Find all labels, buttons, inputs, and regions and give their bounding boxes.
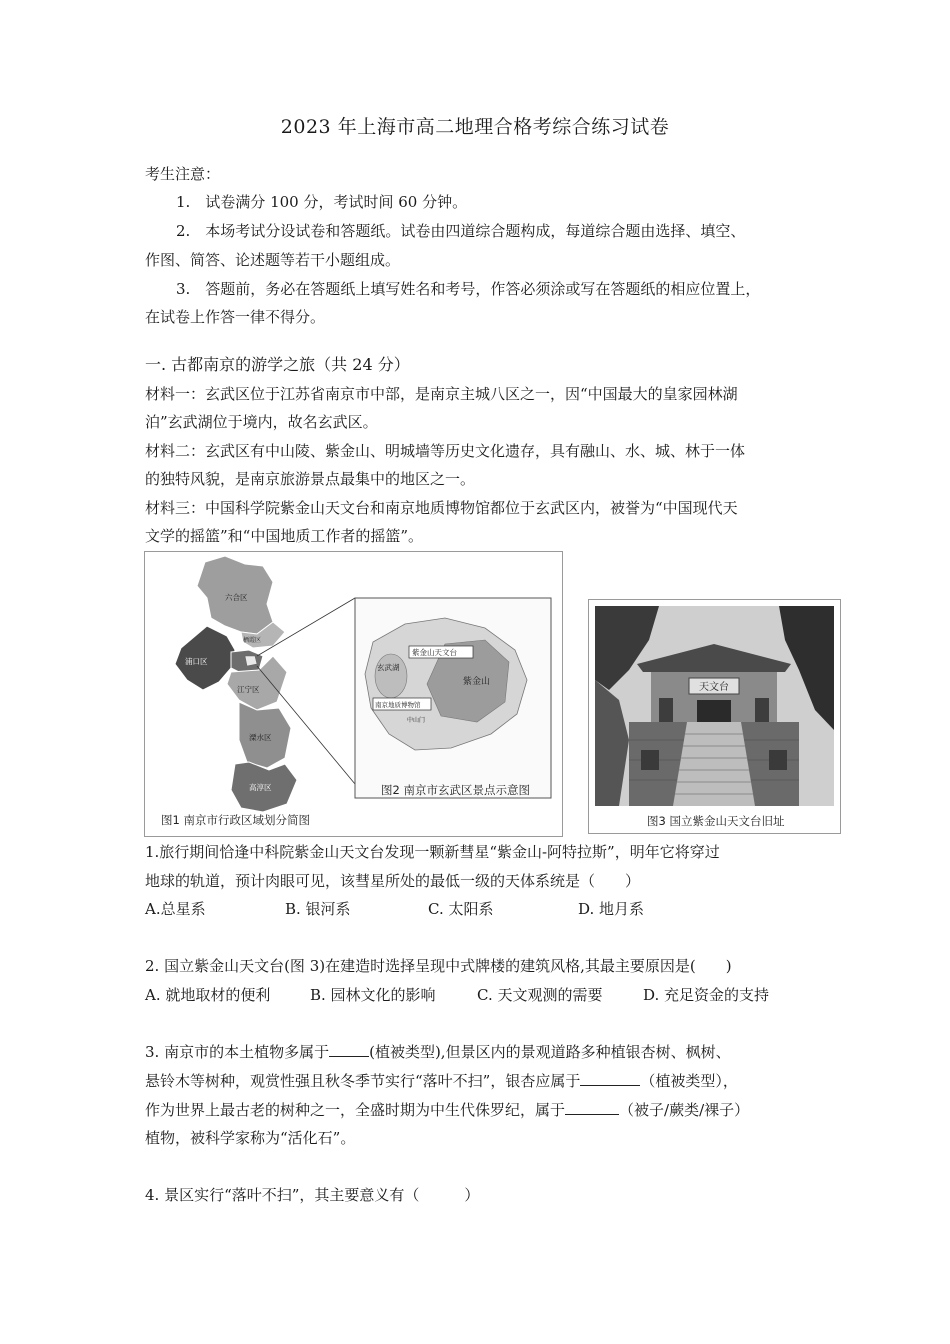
q3-text-5: 作为世界上最古老的树种之一，全盛时期为中生代侏罗纪，属于	[145, 1101, 566, 1119]
label-xuanwuhu: 玄武湖	[377, 663, 400, 672]
question-3-line-1	[145, 1042, 731, 1062]
xuanwu-district	[245, 656, 257, 666]
fig2-caption: 图2 南京市玄武区景点示意图	[381, 783, 530, 797]
label-jiangning: 江宁区	[237, 685, 260, 694]
label-qixia: 栖霞区	[243, 637, 262, 644]
label-zijinshan: 紫金山	[463, 677, 491, 687]
q3-text-6: （被子/蕨类/裸子）	[619, 1101, 750, 1119]
q2-option-d[interactable]: D. 充足资金的支持	[643, 986, 770, 1004]
question-1-text-cont: 地球的轨道，预计肉眼可见，该彗星所处的最低一级的天体系统是（ ）	[145, 872, 641, 890]
notice-item-1: 1. 试卷满分 100 分，考试时间 60 分钟。	[176, 193, 468, 211]
q3-blank-2[interactable]	[580, 1071, 640, 1086]
question-3-line-2	[145, 1071, 738, 1091]
q1-option-c[interactable]: C. 太阳系	[428, 900, 494, 918]
fig3-caption: 图3 国立紫金山天文台旧址	[647, 814, 785, 828]
gate-plaque-text: 天文台	[699, 682, 729, 693]
q2-option-b[interactable]: B. 园林文化的影响	[310, 986, 436, 1004]
map-figure	[144, 551, 563, 837]
notice-item-2: 2. 本场考试分设试卷和答题纸。试卷由四道综合题构成，每道综合题由选择、填空、	[176, 222, 746, 240]
material-3-cont: 文学的摇篮”和“中国地质工作者的摇篮”。	[145, 527, 424, 545]
question-3-line-4: 植物，被科学家称为“活化石”。	[145, 1129, 356, 1147]
label-museum: 南京地质博物馆	[375, 701, 421, 709]
q3-text-2: (植被类型),但景区内的景观道路多种植银杏树、枫树、	[369, 1043, 731, 1061]
label-lishui: 溧水区	[249, 733, 272, 742]
observatory-photo	[589, 600, 840, 833]
notice-heading: 考生注意：	[145, 165, 221, 183]
q2-option-a[interactable]: A. 就地取材的便利	[145, 986, 271, 1004]
material-2: 材料二：玄武区有中山陵、紫金山、明城墙等历史文化遗存，具有融山、水、城、林于一体	[145, 442, 746, 460]
fig1-caption: 图1 南京市行政区域划分简图	[161, 813, 310, 827]
q2-option-c[interactable]: C. 天文观测的需要	[477, 986, 603, 1004]
material-2-cont: 的独特风貌，是南京旅游景点最集中的地区之一。	[145, 470, 476, 488]
question-1-text: 1.旅行期间恰逢中科院紫金山天文台发现一颗新彗星“紫金山-阿特拉斯”，明年它将穿过	[145, 843, 720, 861]
question-3-line-3	[145, 1100, 749, 1120]
material-1-cont: 泊”玄武湖位于境内，故名玄武区。	[145, 413, 378, 431]
notice-item-3: 3. 答题前，务必在答题纸上填写姓名和考号，作答必须涂或写在答题纸的相应位置上，	[176, 280, 761, 298]
question-2-text: 2. 国立紫金山天文台(图 3)在建造时选择呈现中式牌楼的建筑风格,其最主要原因是( )	[145, 957, 732, 975]
label-observatory: 紫金山天文台	[412, 648, 457, 657]
label-zhongshanmen: 中山门	[407, 717, 426, 724]
q1-option-a[interactable]: A.总星系	[145, 900, 206, 918]
question-4-text: 4. 景区实行“落叶不扫”，其主要意义有（ ）	[145, 1186, 480, 1204]
page-title: 2023 年上海市高二地理合格考综合练习试卷	[280, 116, 670, 138]
q3-blank-1[interactable]	[329, 1042, 369, 1057]
notice-item-2-cont: 作图、简答、论述题等若干小题组成。	[145, 251, 401, 269]
section-heading: 一. 古都南京的游学之旅（共 24 分）	[145, 355, 410, 374]
material-3: 材料三：中国科学院紫金山天文台和南京地质博物馆都位于玄武区内，被誉为“中国现代天	[145, 499, 738, 517]
notice-item-3-cont: 在试卷上作答一律不得分。	[145, 308, 326, 326]
label-pukou: 浦口区	[185, 657, 208, 666]
q3-text-4: （植被类型），	[640, 1072, 738, 1090]
xuanwu-lake	[375, 654, 407, 698]
q1-option-b[interactable]: B. 银河系	[285, 900, 351, 918]
observatory-photo-figure	[588, 599, 841, 834]
q3-text-1: 3. 南京市的本土植物多属于	[145, 1043, 330, 1061]
label-gaochun: 高淳区	[249, 783, 272, 792]
q3-blank-3[interactable]	[565, 1100, 619, 1115]
q3-text-3: 悬铃木等树种，观赏性强且秋冬季节实行“落叶不扫”，银杏应属于	[145, 1072, 581, 1090]
material-1: 材料一：玄武区位于江苏省南京市中部，是南京主城八区之一，因“中国最大的皇家园林湖	[145, 385, 738, 403]
label-luhe: 六合区	[225, 593, 248, 602]
q1-option-d[interactable]: D. 地月系	[578, 900, 645, 918]
